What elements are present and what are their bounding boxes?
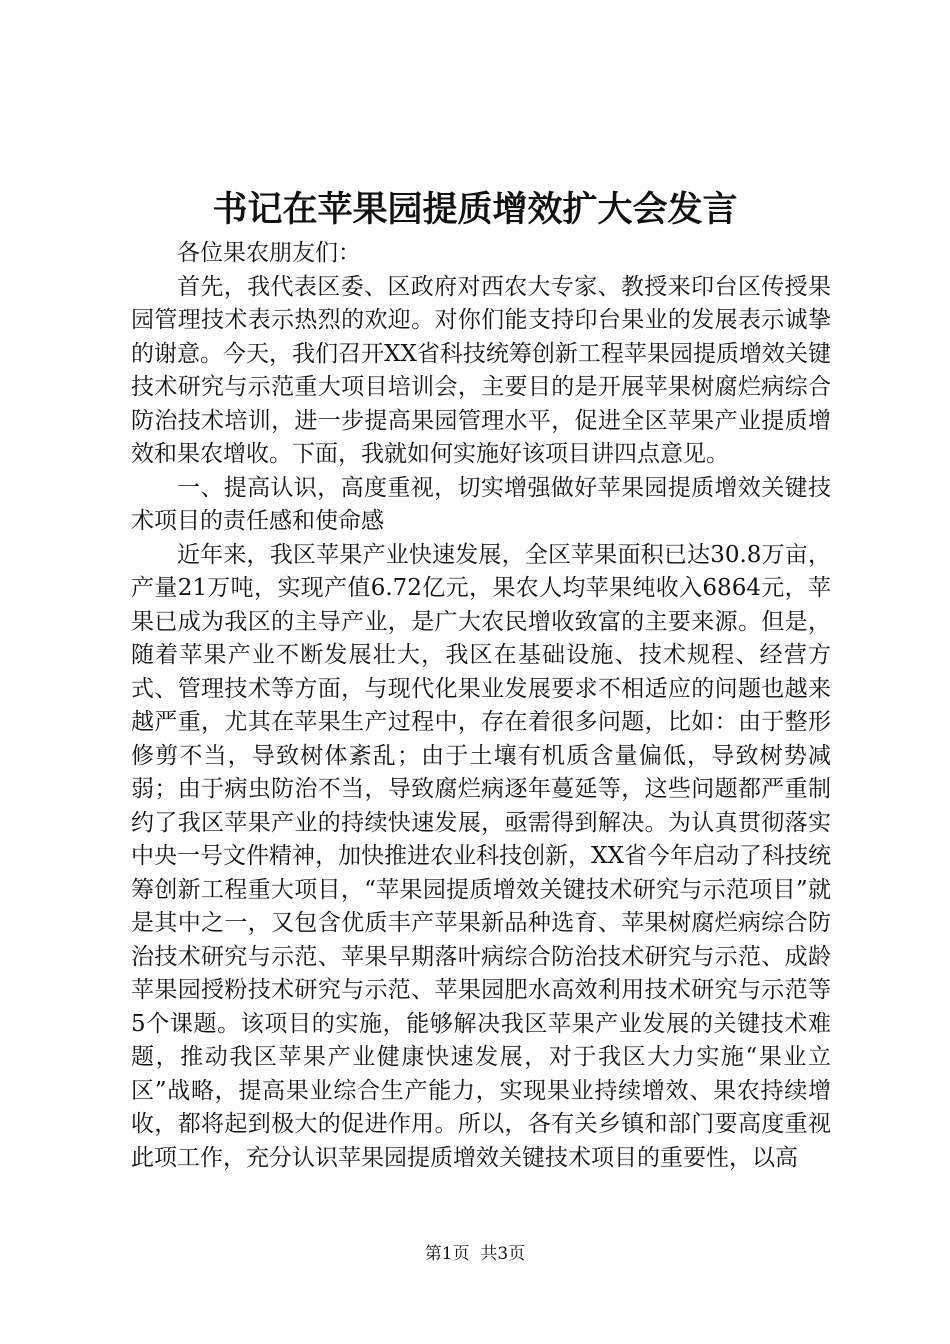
document-body [131, 237, 831, 1175]
page-footer [0, 1242, 950, 1266]
section-heading-1: 一、提高认识，高度重视，切实增强做好苹果园提质增效关键技术项目的责任感和使命感 [131, 474, 831, 534]
document-title: 书记在苹果园提质增效扩大会发言 [212, 189, 738, 230]
body-paragraph: 近年来，我区苹果产业快速发展，全区苹果面积已达30.8万亩，产量21万吨，实现产值6.72亿元，果农人均苹果纯收入6864元，苹果已成为我区的主导产业，是广大农民增收致富的主要来源。但是，随着苹果产业不断发展壮大，我区在基础设施、技术规程、经营方式、管理技术等方面，与现代化果业发展要求不相适应的问题也越来越严重，尤其在苹果生产过程中，存在着很多问题，比如：由于整形修剪不当，导致树体紊乱；由于土壤有机质含量偏低，导致树势减弱；由于病虫防治不当，导致腐烂病逐年蔓延等，这些问题都严重制约了我区苹果产业的持续快速发展，亟需得到解决。为认真贯彻落实中央一号文件精神，加快推进农业科技创新，XX省今年启动了科技统筹创新工程重大项目，“苹果园提质增效关键技术研究与示范项目”就是其中之一，又包含优质丰产苹果新品种选育、苹果树腐烂病综合防治技术研究与示范、苹果早期落叶病综合防治技术研究与示范、成龄苹果园授粉技术研究与示范、苹果园肥水高效利用技术研究与示范等5个课题。该项目的实施，能够解决我区苹果产业发展的关键技术难题，推动我区苹果产业健康快速发展，对于我区大力实施“果业立区”战略，提高果业综合生产能力，实现果业持续增效、果农持续增收，都将起到极大的促进作用。所以，各有关乡镇和部门要高度重视此项工作，充分认识苹果园提质增效关键技术项目的重要性，以高 [131, 541, 831, 1171]
salutation-paragraph: 各位果农朋友们： [177, 240, 361, 266]
page-number: 第1页 [424, 1244, 470, 1264]
intro-paragraph: 首先，我代表区委、区政府对西农大专家、教授来印台区传授果园管理技术表示热烈的欢迎。对你们能支持印台果业的发展表示诚挚的谢意。今天，我们召开XX省科技统筹创新工程苹果园提质增效关键技术研究与示范重大项目培训会，主要目的是开展苹果树腐烂病综合防治技术培训，进一步提高果园管理水平，促进全区苹果产业提质增效和果农增收。下面，我就如何实施好该项目讲四点意见。 [131, 273, 831, 467]
page-total: 共3页 [480, 1244, 526, 1264]
